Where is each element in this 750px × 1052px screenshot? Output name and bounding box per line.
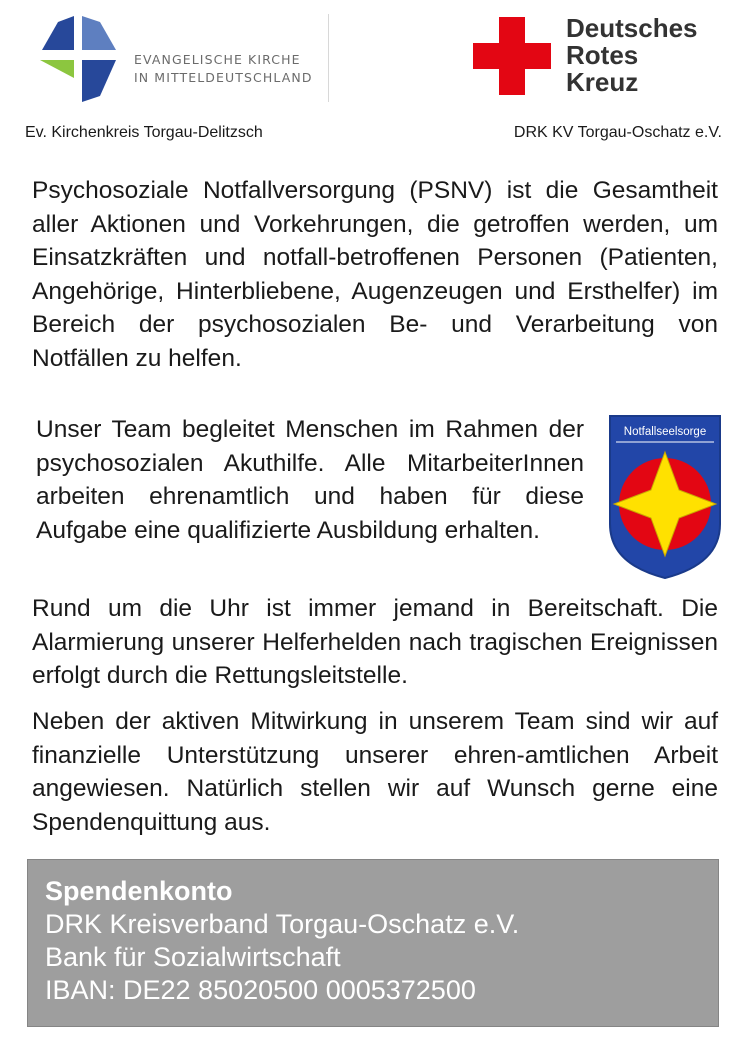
drk-line3: Kreuz (566, 67, 639, 97)
drk-logo (470, 14, 720, 100)
donation-heading: Spendenkonto (45, 876, 233, 906)
notfallseelsorge-badge-icon (608, 414, 722, 580)
donation-recipient: DRK Kreisverband Torgau-Oschatz e.V. (45, 909, 520, 939)
drk-line1: Deutsches (566, 13, 698, 43)
donation-bank: Bank für Sozialwirtschaft (45, 942, 341, 972)
red-cross-icon (473, 17, 551, 95)
support-paragraph: Neben der aktiven Mitwirkung in unserem Team sind wir auf finanzielle Unterstützung unserer ehren-amtlichen Arbeit angewiesen. Natürlich stellen wir auf Wunsch gerne eine Spendenquittung aus. (32, 708, 718, 836)
donation-box (27, 859, 719, 1027)
ekm-line2: IN MITTELDEUTSCHLAND (134, 70, 313, 85)
readiness-paragraph: Rund um die Uhr ist immer jemand in Bereitschaft. Die Alarmierung unserer Helferhelden nach tragischen Ereignissen erfolgt durch die Rettungsleitstelle. (32, 595, 718, 689)
team-paragraph: Unser Team begleitet Menschen im Rahmen der psychosozialen Akuthilfe. Alle MitarbeiterInnen arbeiten ehrenamtlich und haben für diese Aufgabe eine qualifizierte Ausbildung erhalten. (36, 416, 584, 544)
caption-left: Ev. Kirchenkreis Torgau-Delitzsch (25, 124, 263, 141)
logo-divider (328, 14, 329, 102)
ekm-line1: EVANGELISCHE KIRCHE (134, 52, 301, 67)
ekm-logo (22, 12, 332, 104)
donation-iban: IBAN: DE22 85020500 0005372500 (45, 975, 476, 1005)
drk-line2: Rotes (566, 40, 639, 70)
caption-right: DRK KV Torgau-Oschatz e.V. (513, 124, 722, 141)
ekm-cross-icon (32, 16, 124, 102)
badge-label: Notfallseelsorge (623, 426, 707, 438)
intro-paragraph: Psychosoziale Notfallversorgung (PSNV) ist die Gesamtheit aller Aktionen und Vorkehrungen, die getroffen werden, um Einsatzkräften und notfall-betroffenen Personen (Patienten, Angehörige, Hinterbliebene, Augenzeugen und Ersthelfer) im Bereich der psychosozialen Be- und Verarbeitung von Notfällen zu helfen. (32, 177, 718, 372)
